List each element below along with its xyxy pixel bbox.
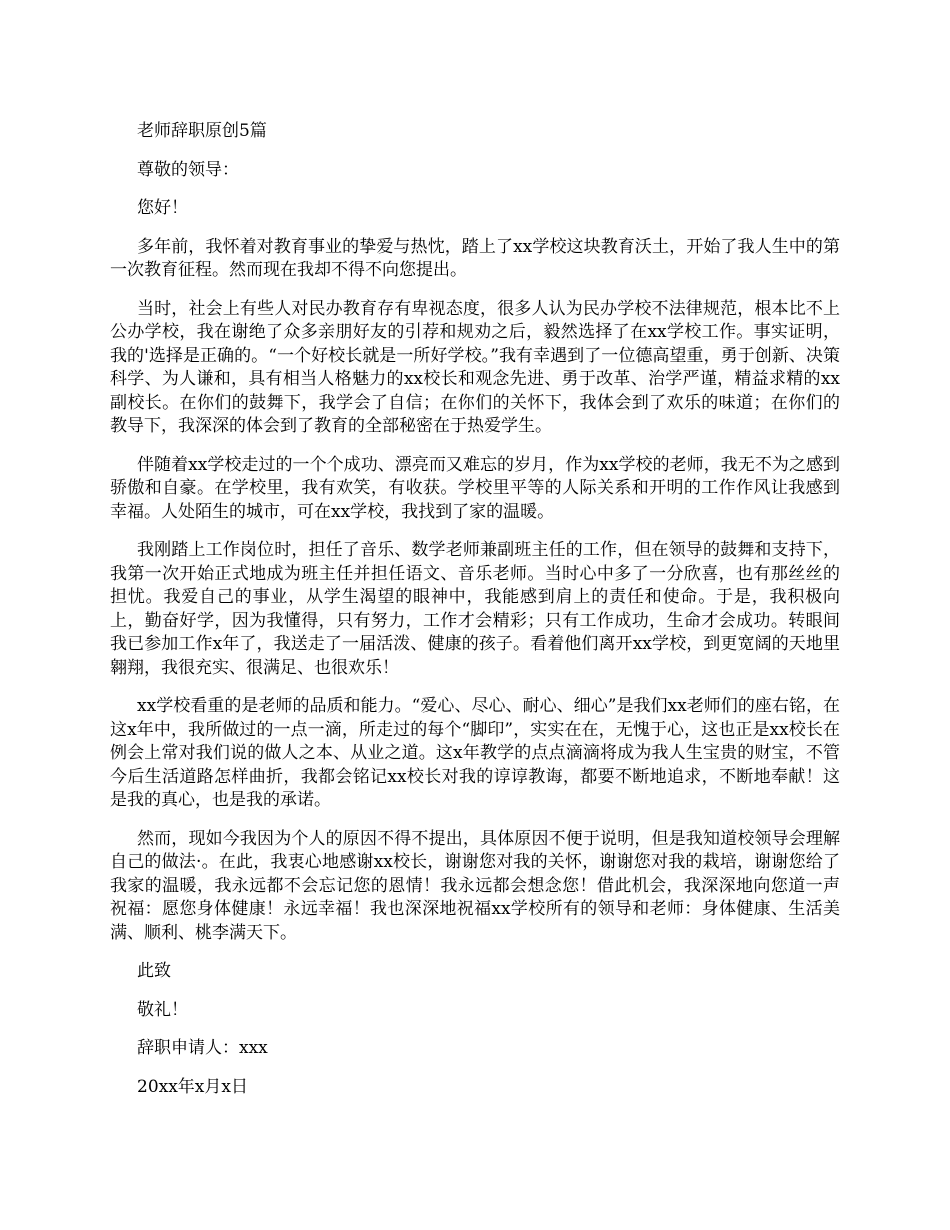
applicant-signature: 辞职申请人：xxx	[137, 1038, 268, 1058]
body-paragraph-3: 伴随着xx学校走过的一个个成功、漂亮而又难忘的岁月，作为xx学校的老师，我无不为之感到骄傲和自豪。在学校里，我有欢笑，有收获。学校里平等的人际关系和开明的工作作风让我感到幸福。人处陌生的城市，可在xx学校，我找到了家的温暖。	[110, 454, 840, 522]
document-page	[110, 120, 840, 1114]
body-paragraph-2: 当时，社会上有些人对民办教育存有卑视态度，很多人认为民办学校不法律规范，根本比不上公办学校，我在谢绝了众多亲朋好友的引荐和规劝之后，毅然选择了在xx学校工作。事实证明，我的'选择是正确的。“一个好校长就是一所好学校。”我有幸遇到了一位德高望重，勇于创新、决策科学、为人谦和，具有相当人格魅力的xx校长和观念先进、勇于改革、治学严谨，精益求精的xx副校长。在你们的鼓舞下，我学会了自信；在你们的关怀下，我体会到了欢乐的味道；在你们的教导下，我深深的体会到了教育的全部秘密在于热爱学生。	[110, 298, 840, 436]
body-paragraph-4: 我刚踏上工作岗位时，担任了音乐、数学老师兼副班主任的工作，但在领导的鼓舞和支持下，我第一次开始正式地成为班主任并担任语文、音乐老师。当时心中多了一分欣喜，也有那丝丝的担忧。我爱自己的事业，从学生渴望的眼神中，我能感到肩上的责任和使命。于是，我积极向上，勤奋好学，因为我懂得，只有努力，工作才会精彩；只有工作成功，生命才会成功。转眼间我已参加工作x年了，我送走了一届活泼、健康的孩子。看着他们离开xx学校，到更宽阔的天地里翱翔，我很充实、很满足、也很欢乐！	[110, 540, 840, 678]
greeting: 您好！	[137, 198, 188, 218]
letter-date: 20xx年x月x日	[137, 1076, 248, 1097]
body-paragraph-5: xx学校看重的是老师的品质和能力。“爱心、尽心、耐心、细心”是我们xx老师们的座右铭，在这x年中，我所做过的一点一滴，所走过的每个“脚印”，实实在在，无愧于心，这也正是xx校长在例会上常对我们说的做人之本、从业之道。这x年教学的点点滴滴将成为我人生宝贵的财宝，不管今后生活道路怎样曲折，我都会铭记xx校长对我的谆谆教诲，都要不断地追求，不断地奉献！这是我的真心，也是我的承诺。	[110, 696, 840, 810]
body-paragraph-1: 多年前，我怀着对教育事业的挚爱与热忱，踏上了xx学校这块教育沃土，开始了我人生中的第一次教育征程。然而现在我却不得不向您提出。	[110, 236, 840, 280]
body-paragraph-6: 然而，现如今我因为个人的原因不得不提出，具体原因不便于说明，但是我知道校领导会理解自己的做法·。在此，我衷心地感谢xx校长，谢谢您对我的关怀，谢谢您对我的栽培，谢谢您给了我家的温暖，我永远都不会忘记您的恩情！我永远都会想念您！借此机会，我深深地向您道一声祝福：愿您身体健康！永远幸福！我也深深地祝福xx学校所有的领导和老师：身体健康、生活美满、顺利、桃李满天下。	[110, 828, 840, 943]
closing-line-2: 敬礼！	[137, 999, 188, 1020]
salutation: 尊敬的领导：	[137, 159, 239, 180]
closing-line-1: 此致	[137, 961, 171, 981]
document-title: 老师辞职原创5篇	[137, 121, 267, 141]
